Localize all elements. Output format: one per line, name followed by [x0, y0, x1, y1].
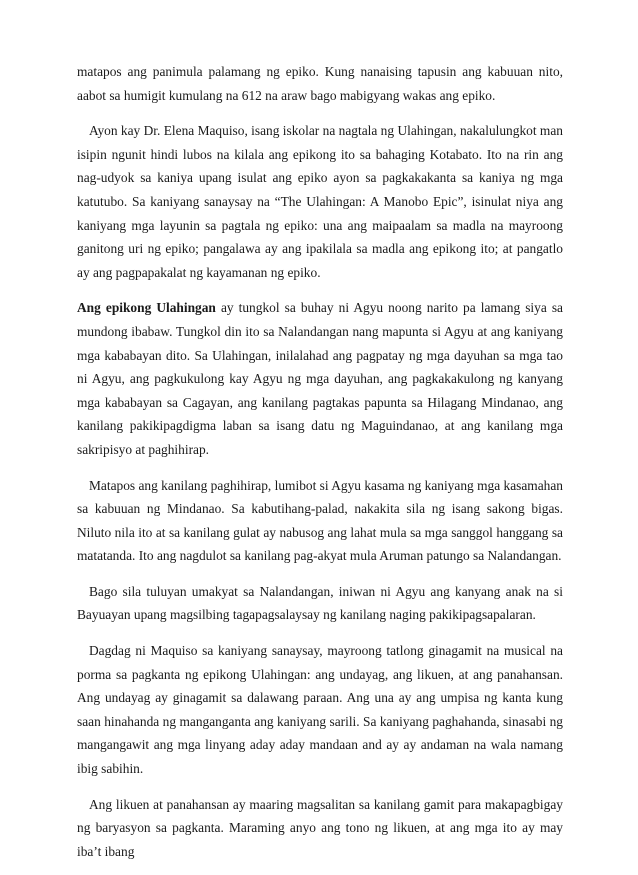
document-page — [77, 60, 563, 875]
paragraph-likuen: Ang likuen at panahansan ay maaring magsalitan sa kanilang gamit para makapagbigay ng baryasyon sa pagkanta. Maraming anyo ang tono ng likuen, at ang mga ito ay may iba’t ibang — [77, 796, 563, 859]
paragraph-body-text: ay tungkol sa buhay ni Agyu noong narito pa lamang siya sa mundong ibabaw. Tungkol din ito sa Nalandangan nang mapunta si Agyu at ang kaniyang mga kababayan dito. Sa Ulahingan, inilalahad ang pagpatay ng mga dayuhan sa mga tao ni Agyu, ang pagkukulong kay Agyu ng mga dayuhan, ang pagkakakulong ng kanyang mga kababayan sa Cagayan, ang kanilang pagtakas papunta sa Hilagang Mindanao, ang kanilang pakikipagdigma laban sa isang datu ng Maguindanao, at ang kanilang mga sakripisyo at paghihirap. — [77, 300, 563, 457]
paragraph-maquiso-intro: Ayon kay Dr. Elena Maquiso, isang iskolar na nagtala ng Ulahingan, nakalulungkot man isipin ngunit hindi lubos na kilala ang epikong ito sa bahaging Kotabato. Ito na rin ang nag-udyok sa kaniya upang isulat ang epiko ayon sa pagkakakanta sa kaniya ng mga katutubo. Sa kaniyang sanaysay na “The Ulahingan: A Manobo Epic”, isinulat niya ang kaniyang mga layunin sa pagtala ng epiko: una ang maipaalam sa madla na mayroong ganitong uri ng epiko; pangalawa ay ang ipakilala sa madla ang epikong ito; at pangatlo ay ang pagpapakalat ng kayamanan ng epiko. — [77, 123, 563, 280]
paragraph-bayuayan: Bago sila tuluyan umakyat sa Nalandangan, iniwan ni Agyu ang kanyang anak na si Bayuayan upang magsilbing tagapagsalaysay ng kanilang naging pakikipagsapalaran. — [77, 583, 563, 623]
paragraph-epic-summary — [77, 296, 563, 461]
paragraph-musical-forms: Dagdag ni Maquiso sa kaniyang sanaysay, mayroong tatlong ginagamit na musical na porma sa pagkanta ng epikong Ulahingan: ang undayag, ang likuen, at ang panahansan. Ang undayag ay ginagamit sa dalawang paraan. Ang una ay ang umpisa ng kanta kung saan hinahanda ng manganganta ang kaniyang sarili. Sa kaniyang paghahanda, sinasabi ng mangangawit ang mga linyang aday aday mandaan and ay ay andaman na wala namang ibig sabihin. — [77, 643, 563, 777]
paragraph-continuation: matapos ang panimula palamang ng epiko. Kung nanaising tapusin ang kabuuan nito, aabot sa humigit kumulang na 612 na araw bago mabigyang wakas ang epiko. — [77, 64, 563, 103]
paragraph-bold-lead: Ang epikong Ulahingan — [77, 300, 216, 316]
paragraph-journey: Matapos ang kanilang paghihirap, lumibot si Agyu kasama ng kaniyang mga kasamahan sa kabuuan ng Mindanao. Sa kabutihang-palad, nakakita sila ng isang sakong bigas. Niluto nila ito at sa kanilang gulat ay nabusog ang lahat mula sa mga sanggol hanggang sa matatanda. Ito ang nagdulot sa kanilang pag-akyat mula Aruman patungo sa Nalandangan. — [77, 477, 563, 564]
